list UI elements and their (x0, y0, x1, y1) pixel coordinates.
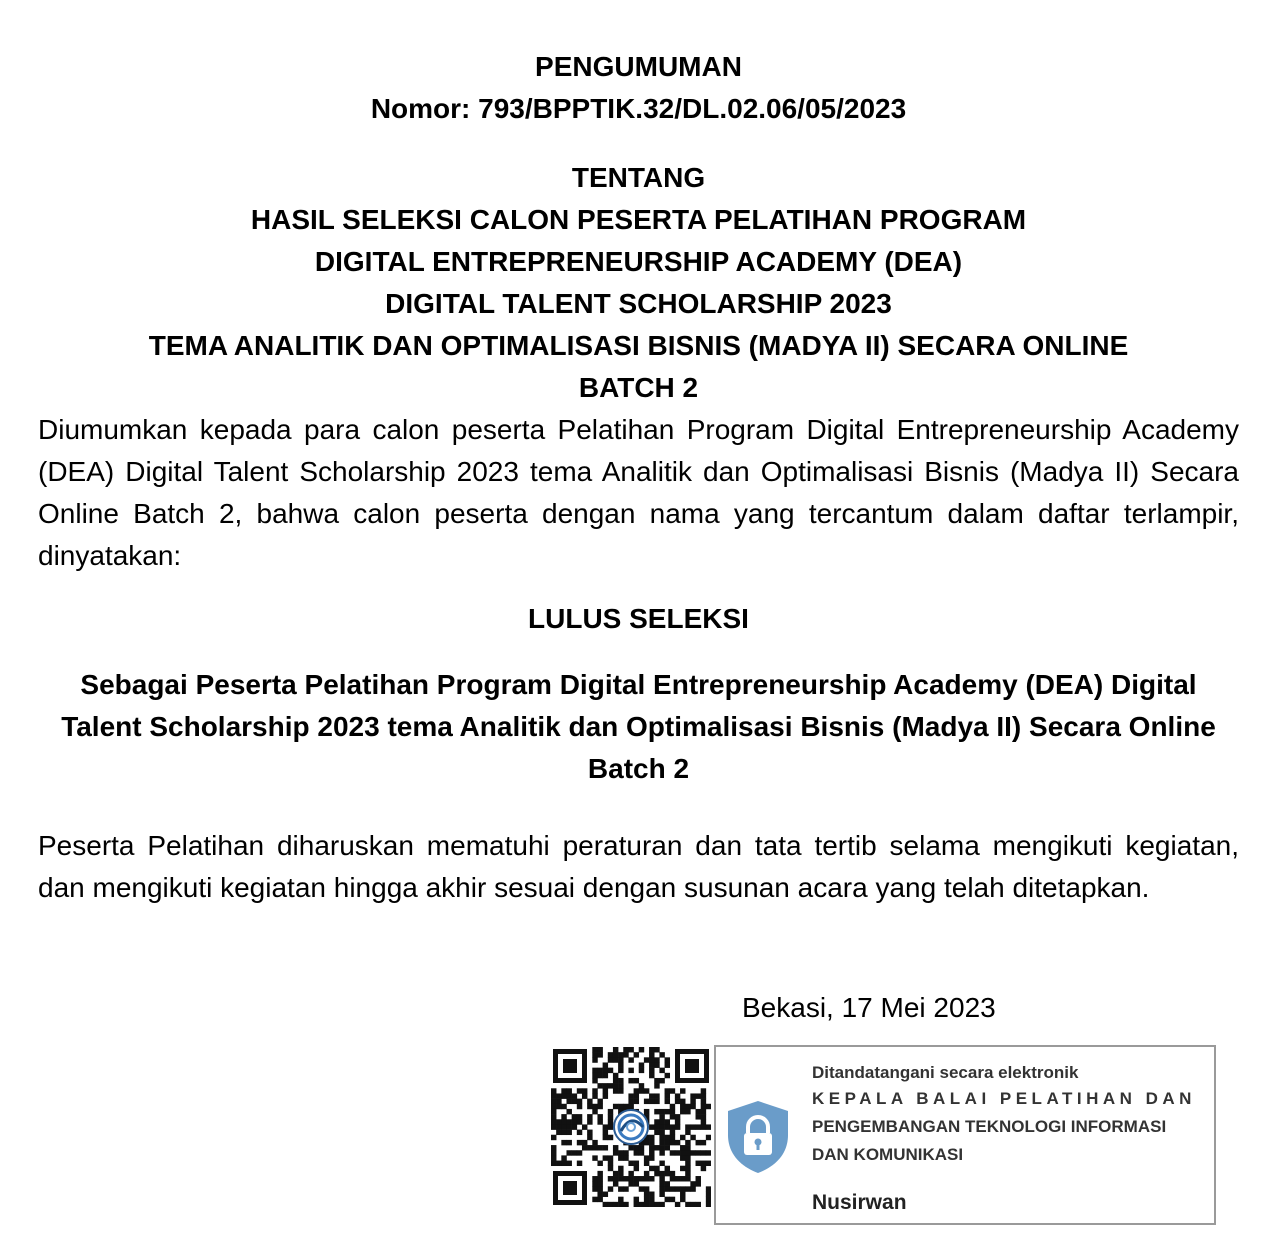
electronic-signature-box (714, 1045, 1216, 1225)
place-date: Bekasi, 17 Mei 2023 (742, 992, 996, 1023)
announcement-document (38, 46, 1239, 909)
participant-statement: Sebagai Peserta Pelatihan Program Digital Entrepreneurship Academy (DEA) Digital Talent Scholarship 2023 tema Analitik dan Optimalisasi Bisnis (Madya II) Secara Online Batch 2 (61, 669, 1216, 784)
rules-paragraph: Peserta Pelatihan diharuskan mematuhi peraturan dan tata tertib selama mengikuti kegiatan, dan mengikuti kegiatan hingga akhir sesuai dengan susunan acara yang telah ditetapkan. (38, 830, 1239, 903)
document-number: Nomor: 793/BPPTIK.32/DL.02.06/05/2023 (370, 93, 907, 124)
intro-paragraph: Diumumkan kepada para calon peserta Pelatihan Program Digital Entrepreneurship Academy (DEA) Digital Talent Scholarship 2023 tema Analitik dan Optimalisasi Bisnis (Madya II) Secara Online Batch 2, bahwa calon peserta dengan nama yang tercantum dalam daftar terlampir, dinyatakan: (38, 414, 1239, 571)
shield-lock-icon (724, 1099, 792, 1175)
subject-line-2: DIGITAL ENTREPRENEURSHIP ACADEMY (DEA) (314, 246, 963, 277)
subject-line-1: HASIL SELEKSI CALON PESERTA PELATIHAN PROGRAM (250, 204, 1027, 235)
subject-line-5: BATCH 2 (578, 372, 699, 403)
subject-line-3: DIGITAL TALENT SCHOLARSHIP 2023 (385, 288, 892, 319)
subject-line-4: TEMA ANALITIK DAN OPTIMALISASI BISNIS (MADYA II) SECARA ONLINE (148, 330, 1129, 361)
qr-code-icon (551, 1047, 711, 1207)
signer-name: Nusirwan (812, 1191, 907, 1214)
signer-position-line-3: DAN KOMUNIKASI (812, 1145, 964, 1164)
subject-label: TENTANG (571, 162, 706, 193)
signer-position-line-2: PENGEMBANGAN TEKNOLOGI INFORMASI (812, 1117, 1167, 1136)
document-title: PENGUMUMAN (535, 51, 742, 82)
signed-note: Ditandatangani secara elektronik (812, 1063, 1079, 1082)
selection-result: LULUS SELEKSI (528, 603, 749, 634)
signer-position-line-1: KEPALA BALAI PELATIHAN DAN (812, 1089, 1196, 1108)
